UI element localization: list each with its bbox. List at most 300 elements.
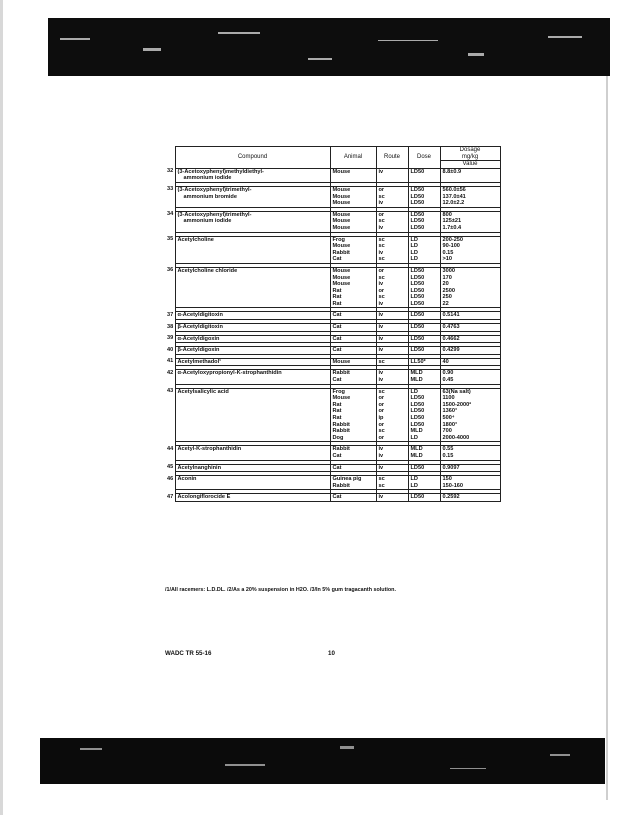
compound-line: Acetylcholine chloride [177, 267, 238, 274]
dose-value: LD [410, 388, 418, 395]
dosage-cell [440, 168, 500, 182]
dosage-value: 0.90 [442, 370, 454, 377]
route-value: or [378, 287, 385, 294]
route-value: iv [378, 324, 384, 331]
dose-value: LD50 [410, 267, 425, 274]
table-footnote: /1/All racemers: L.D.DL. /2/As a 20% suspension in H2O. /3/In 5% gum tragacanth solution. [165, 587, 396, 593]
animal-value: Rat [332, 287, 342, 294]
dosage-value: 2000-4000 [442, 434, 470, 441]
dosage-value: 0.4299 [442, 347, 460, 354]
route-value: sc [378, 388, 385, 395]
route-cell [376, 267, 408, 308]
compound-line: ammonium bromide [183, 193, 237, 200]
compound-line: (3-Acetoxyphenyl)methyldiethyl- [177, 168, 264, 175]
route-cell [376, 370, 408, 384]
compound-line: Acetylsalicylic acid [177, 388, 229, 395]
compound-line: Aconin [177, 476, 197, 483]
route-value: iv [378, 335, 384, 342]
dosage-value: 1800³ [442, 421, 457, 428]
entry-number: 33 [167, 186, 174, 193]
compound-cell [175, 324, 330, 332]
page-number: 10 [328, 650, 335, 657]
route-value: or [378, 421, 385, 428]
header-dosage [440, 147, 500, 161]
dosage-value: >10 [442, 256, 452, 263]
animal-cell [330, 312, 376, 320]
entry-number: 32 [167, 168, 174, 175]
dose-value: LL50* [410, 358, 426, 365]
compound-cell [175, 236, 330, 263]
animal-value: Cat [332, 377, 342, 384]
dosage-cell [440, 267, 500, 308]
route-value: iv [378, 200, 384, 207]
dose-value: LD [410, 243, 418, 250]
toxicity-table [165, 146, 501, 502]
dosage-cell [440, 388, 500, 442]
dosage-value: 700 [442, 428, 452, 435]
dose-value: LD50 [410, 335, 425, 342]
animal-value: Frog [332, 388, 345, 395]
entry-number: 38 [167, 323, 174, 330]
dose-cell [408, 312, 440, 320]
dose-value: LD50 [410, 281, 425, 288]
dosage-value: 0.4662 [442, 335, 460, 342]
animal-value: Rat [332, 294, 342, 301]
dose-value: LD [410, 434, 418, 441]
route-cell [376, 347, 408, 355]
route-cell [376, 312, 408, 320]
dosage-value: 1100 [442, 395, 455, 402]
route-value: sc [378, 236, 385, 243]
animal-value: Rat [332, 401, 342, 408]
route-value: or [378, 267, 385, 274]
compound-cell [175, 312, 330, 320]
route-cell [376, 186, 408, 207]
route-value: iv [378, 464, 384, 471]
dose-value: LD50 [410, 312, 425, 319]
compound-line: Acetylmethadol¹ [177, 358, 222, 365]
compound-cell [175, 347, 330, 355]
route-value: or [378, 186, 385, 193]
animal-value: Rabbit [332, 249, 350, 256]
entry-number: 39 [167, 335, 174, 342]
dosage-cell [440, 335, 500, 343]
dosage-value: 150 [442, 476, 452, 483]
dosage-cell [440, 347, 500, 355]
dose-value: LD50 [410, 168, 425, 175]
dose-value: MLD [410, 446, 423, 453]
animal-value: Rat [332, 415, 342, 421]
dosage-value: 63(Na salt) [442, 388, 471, 395]
animal-value: Mouse [332, 168, 351, 175]
entry-number: 44 [167, 445, 174, 452]
animal-value: Rabbit [332, 482, 350, 489]
dosage-value: 2500 [442, 287, 455, 294]
dose-cell [408, 267, 440, 308]
dosage-value: 20 [442, 281, 449, 288]
dose-value: LD50 [410, 324, 425, 331]
scan-right-edge [606, 40, 608, 800]
animal-value: Mouse [332, 193, 351, 200]
entry-number: 40 [167, 346, 174, 353]
header-value: Value [440, 161, 500, 169]
animal-value: Cat [332, 494, 342, 501]
animal-value: Cat [332, 324, 342, 331]
route-value: or [378, 408, 385, 415]
dosage-value: 0.4763 [442, 324, 460, 331]
route-value: iv [378, 281, 384, 288]
route-value: iv [378, 377, 384, 384]
route-cell [376, 476, 408, 490]
table-row [165, 324, 500, 332]
dosage-value: 0.55 [442, 446, 454, 453]
animal-cell [330, 446, 376, 460]
dosage-value: 125±21 [442, 218, 462, 225]
route-value: sc [378, 482, 385, 489]
animal-value: Rabbit [332, 421, 350, 428]
dosage-value: 8.8±0.9 [442, 168, 462, 175]
dose-value: MLD [410, 370, 423, 377]
route-cell [376, 358, 408, 366]
dosage-value: 0.15 [442, 452, 454, 459]
compound-cell [175, 464, 330, 472]
animal-cell [330, 370, 376, 384]
dosage-cell [440, 186, 500, 207]
table-row [165, 347, 500, 355]
route-value: sc [378, 294, 385, 301]
compound-cell [175, 388, 330, 442]
dosage-value: 150-160 [442, 482, 464, 489]
dose-value: LD50 [410, 300, 425, 307]
header-dosage-unit: mg/kg [461, 153, 479, 160]
dose-cell [408, 236, 440, 263]
dose-value: LD [410, 476, 418, 483]
dosage-value: 1360³ [442, 408, 457, 415]
dosage-value: 0.15 [442, 249, 454, 256]
entry-number: 46 [167, 475, 174, 482]
dose-cell [408, 476, 440, 490]
dosage-cell [440, 312, 500, 320]
dose-cell [408, 446, 440, 460]
route-cell [376, 446, 408, 460]
animal-value: Dog [332, 434, 344, 441]
route-value: iv [378, 300, 384, 307]
table-row [165, 494, 500, 502]
table-row [165, 236, 500, 263]
route-value: iv [378, 224, 384, 231]
route-value: iv [378, 494, 384, 501]
dose-value: LD50 [410, 224, 425, 231]
dose-cell [408, 358, 440, 366]
compound-cell [175, 446, 330, 460]
route-value: iv [378, 312, 384, 319]
animal-cell [330, 186, 376, 207]
dosage-cell [440, 476, 500, 490]
animal-value: Rabbit [332, 428, 350, 435]
route-cell [376, 494, 408, 502]
dosage-value: 3000 [442, 267, 455, 274]
dosage-value: 250 [442, 294, 452, 301]
table-row [165, 446, 500, 460]
animal-value: Cat [332, 464, 342, 471]
route-cell [376, 211, 408, 232]
route-cell [376, 168, 408, 182]
entry-number: 45 [167, 464, 174, 471]
entry-number: 37 [167, 311, 174, 318]
entry-number: 34 [167, 211, 174, 218]
animal-value: Mouse [332, 243, 351, 250]
dosage-cell [440, 494, 500, 502]
route-value: iv [378, 446, 384, 453]
compound-line: Acetylnanghinin [177, 464, 222, 471]
animal-cell [330, 347, 376, 355]
animal-cell [330, 168, 376, 182]
header-animal: Animal [330, 147, 376, 169]
entry-number: 41 [167, 358, 174, 365]
dose-value: LD50 [410, 193, 425, 200]
dosage-cell [440, 464, 500, 472]
dosage-value: 137.0±41 [442, 193, 466, 200]
compound-cell [175, 370, 330, 384]
dose-value: LD50 [410, 401, 425, 408]
animal-value: Mouse [332, 186, 351, 193]
dose-value: LD50 [410, 287, 425, 294]
dose-cell [408, 464, 440, 472]
animal-value: Frog [332, 236, 345, 243]
animal-value: Mouse [332, 224, 351, 231]
dose-cell [408, 370, 440, 384]
dosage-value: 0.45 [442, 377, 454, 384]
report-number: WADC TR 55-16 [165, 650, 212, 657]
compound-line: ammonium iodide [183, 218, 232, 225]
animal-cell [330, 324, 376, 332]
dose-value: LD [410, 256, 418, 263]
route-value: or [378, 434, 385, 441]
dosage-value: 200-250 [442, 236, 464, 243]
compound-line: (3-Acetoxyphenyl)trimethyl- [177, 211, 252, 218]
animal-cell [330, 267, 376, 308]
dose-value: MLD [410, 452, 423, 459]
dosage-value: 1.7±0.4 [442, 224, 462, 231]
route-value: or [378, 401, 385, 408]
table-row [165, 476, 500, 490]
compound-line: α-Acetyldigoxin [177, 335, 220, 342]
animal-cell [330, 464, 376, 472]
table-row [165, 168, 500, 182]
dose-cell [408, 324, 440, 332]
dosage-value: 40 [442, 358, 449, 365]
dosage-value: 560.0±56 [442, 186, 466, 193]
compound-cell [175, 476, 330, 490]
dosage-value: 22 [442, 300, 449, 307]
animal-value: Mouse [332, 281, 351, 288]
table-row [165, 335, 500, 343]
scan-top-dark-band [48, 18, 610, 76]
route-cell [376, 324, 408, 332]
table-row [165, 370, 500, 384]
dose-value: MLD [410, 428, 423, 435]
dose-value: LD [410, 236, 418, 243]
dose-value: MLD [410, 377, 423, 384]
dose-value: LD50 [410, 294, 425, 301]
route-value: sc [378, 274, 385, 281]
animal-cell [330, 236, 376, 263]
animal-value: Mouse [332, 358, 351, 365]
animal-cell [330, 211, 376, 232]
dose-value: LD50 [410, 408, 425, 415]
dose-cell [408, 494, 440, 502]
animal-cell [330, 335, 376, 343]
dose-value: LD50 [410, 464, 425, 471]
scan-bottom-dark-band [40, 738, 605, 784]
dose-value: LD50 [410, 421, 425, 428]
animal-cell [330, 494, 376, 502]
dose-value: LD50 [410, 395, 425, 402]
table-row [165, 312, 500, 320]
compound-line: α-Acetyldigitoxin [177, 312, 223, 319]
animal-value: Cat [332, 312, 342, 319]
dose-value: LD50 [410, 186, 425, 193]
table-row [165, 358, 500, 366]
route-value: iv [378, 347, 384, 354]
dose-cell [408, 168, 440, 182]
route-value: iv [378, 168, 384, 175]
dosage-value: 170 [442, 274, 452, 281]
animal-value: Rat [332, 300, 342, 307]
animal-value: Mouse [332, 211, 351, 218]
route-value: sc [378, 256, 385, 263]
dose-value: LD50 [410, 218, 425, 225]
animal-value: Rat [332, 408, 342, 415]
dosage-value: 800 [442, 211, 452, 218]
header-compound: Compound [175, 147, 330, 169]
compound-line: (3-Acetoxyphenyl)trimethyl- [177, 186, 252, 193]
compound-cell [175, 211, 330, 232]
entry-number: 42 [167, 369, 174, 376]
route-value: iv [378, 249, 384, 256]
dosage-cell [440, 358, 500, 366]
animal-value: Mouse [332, 267, 351, 274]
table-row [165, 388, 500, 442]
table-row [165, 211, 500, 232]
entry-number: 43 [167, 388, 174, 395]
animal-value: Cat [332, 335, 342, 342]
dose-cell [408, 388, 440, 442]
route-value: sc [378, 428, 385, 435]
dosage-cell [440, 211, 500, 232]
compound-cell [175, 168, 330, 182]
animal-value: Cat [332, 347, 342, 354]
dosage-cell [440, 324, 500, 332]
route-value: or [378, 211, 385, 218]
compound-cell [175, 358, 330, 366]
dose-cell [408, 211, 440, 232]
route-cell [376, 335, 408, 343]
compound-cell [175, 494, 330, 502]
compound-line: Acetyl-K-strophanthidin [177, 446, 242, 453]
entry-number: 47 [167, 493, 174, 500]
header-dose: Dose [408, 147, 440, 169]
dosage-cell [440, 446, 500, 460]
dosage-value: 500⁴ [442, 415, 455, 421]
table-row [165, 464, 500, 472]
dose-value: LD50 [410, 415, 425, 421]
compound-line: β-Acetyldigoxin [177, 347, 220, 354]
route-value: iv [378, 370, 384, 377]
animal-value: Cat [332, 256, 342, 263]
compound-cell [175, 267, 330, 308]
compound-line: β-Acetyldigitoxin [177, 324, 223, 331]
route-value: sc [378, 243, 385, 250]
dose-value: LD50 [410, 347, 425, 354]
animal-cell [330, 388, 376, 442]
animal-value: Rabbit [332, 446, 350, 453]
entry-number: 35 [167, 236, 174, 243]
compound-cell [175, 186, 330, 207]
animal-value: Mouse [332, 218, 351, 225]
scan-left-edge [0, 0, 3, 815]
dosage-value: 0.9097 [442, 464, 460, 471]
dosage-value: 1500-2000² [442, 401, 472, 408]
route-value: sc [378, 476, 385, 483]
route-value: or [378, 395, 385, 402]
route-value: sc [378, 218, 385, 225]
table-row [165, 186, 500, 207]
compound-cell [175, 335, 330, 343]
dose-value: LD50 [410, 211, 425, 218]
route-value: sc [378, 358, 385, 365]
animal-cell [330, 358, 376, 366]
animal-value: Mouse [332, 274, 351, 281]
animal-cell [330, 476, 376, 490]
dose-value: LD [410, 482, 418, 489]
dose-value: LD50 [410, 200, 425, 207]
dosage-value: 0.2592 [442, 494, 460, 501]
entry-number: 36 [167, 267, 174, 274]
dose-cell [408, 347, 440, 355]
animal-value: Mouse [332, 395, 351, 402]
compound-line: Acolongiflorocide E [177, 494, 231, 501]
animal-value: Rabbit [332, 370, 350, 377]
route-value: iv [378, 452, 384, 459]
table-header [165, 147, 500, 169]
animal-value: Guinea pig [332, 476, 362, 483]
dose-value: LD50 [410, 274, 425, 281]
route-cell [376, 464, 408, 472]
header-route: Route [376, 147, 408, 169]
dosage-value: 90-100 [442, 243, 460, 250]
header-dosage-title: Dosage [459, 147, 481, 153]
dosage-cell [440, 370, 500, 384]
dose-value: LD50 [410, 494, 425, 501]
route-value: ip [378, 415, 384, 421]
compound-line: Acetylcholine [177, 236, 214, 243]
route-value: sc [378, 193, 385, 200]
animal-value: Mouse [332, 200, 351, 207]
dose-cell [408, 186, 440, 207]
compound-line: α-Acetyloxypropionyl-K-strophanthidin [177, 370, 282, 377]
table-row [165, 267, 500, 308]
dosage-value: 0.5141 [442, 312, 460, 319]
dose-value: LD [410, 249, 418, 256]
compound-line: ammonium iodide [183, 175, 232, 182]
dose-cell [408, 335, 440, 343]
dosage-value: 12.0±2.2 [442, 200, 465, 207]
animal-value: Cat [332, 452, 342, 459]
route-cell [376, 388, 408, 442]
table-body [165, 168, 500, 501]
route-cell [376, 236, 408, 263]
